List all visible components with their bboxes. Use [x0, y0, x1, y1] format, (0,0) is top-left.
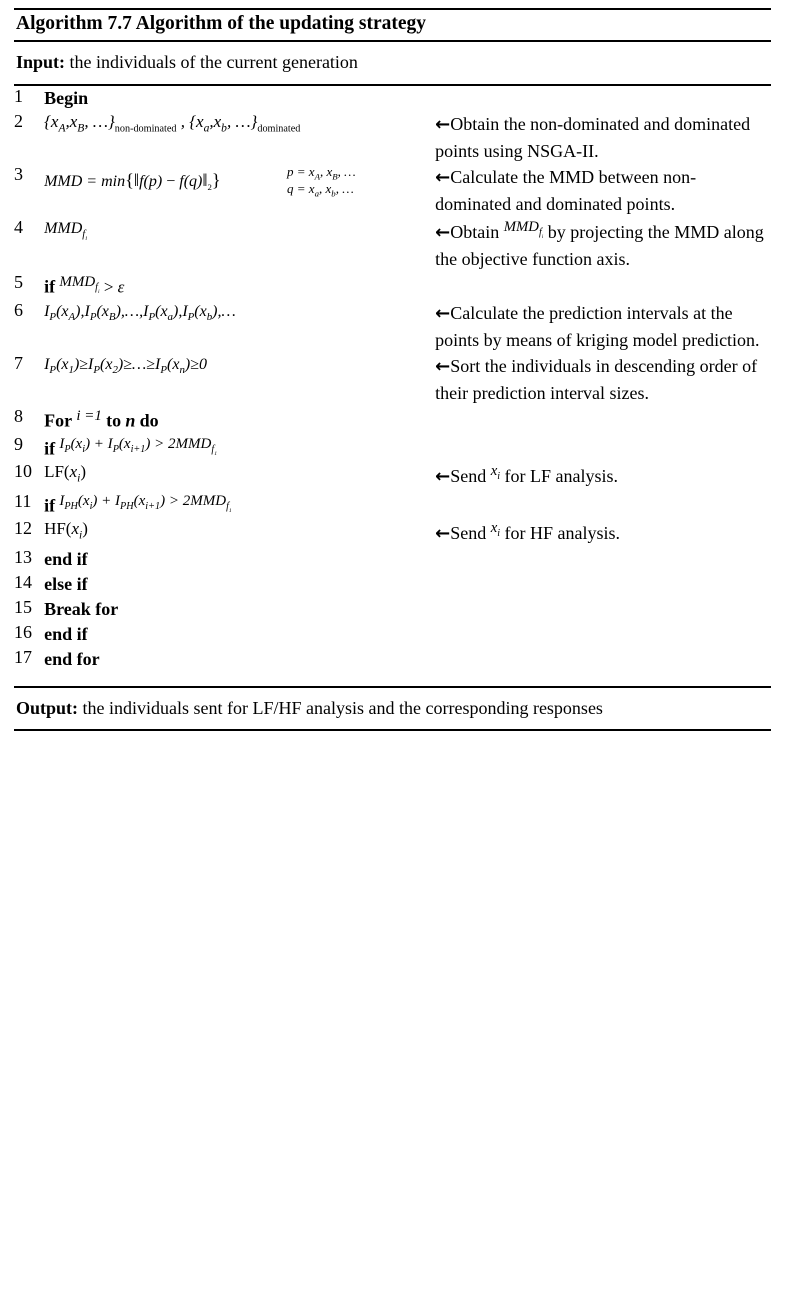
keyword-else-if: else if — [44, 574, 88, 595]
table-row — [14, 547, 771, 572]
algorithm-title: Algorithm 7.7 Algorithm of the updating strategy — [16, 13, 427, 34]
step-number: 13 — [14, 547, 32, 568]
formula-gt: > ε — [103, 277, 125, 297]
step-number: 9 — [14, 433, 23, 454]
output-label: Output: — [16, 697, 79, 718]
table-row — [14, 434, 771, 462]
output-row — [14, 688, 771, 729]
step-note — [435, 217, 771, 272]
formula-mmd: MMD = min{‖f(p) − $f(q)‖_2$} — [44, 170, 221, 193]
step-number: 11 — [14, 490, 32, 511]
note-text-b: for LF analysis. — [504, 466, 619, 487]
input-row — [14, 42, 771, 83]
keyword-break-for: Break for — [44, 599, 119, 620]
step-note — [435, 461, 771, 490]
keyword-end-for: end for — [44, 648, 100, 669]
formula-condition-9: $I_P(x_i) + I_P(x_{i+1}) > 2MMD_{f_1}$ — [59, 435, 217, 457]
step-code — [44, 272, 435, 300]
step-number: 15 — [14, 597, 32, 618]
table-row — [14, 300, 771, 353]
formula-hf-call: $HF(x_i)$ — [44, 519, 88, 542]
step-code — [44, 622, 435, 647]
note-text: Obtain the non-dominated and dominated points using NSGA-II. — [435, 113, 751, 161]
input-label: Input: — [16, 52, 66, 73]
step-code — [44, 217, 435, 272]
step-number: 1 — [14, 85, 23, 106]
bottom-rule — [14, 729, 771, 731]
table-row — [14, 272, 771, 300]
formula-mmd-fi: $MMD_{f_i}$ — [44, 220, 87, 243]
step-code — [44, 547, 435, 572]
step-note — [435, 164, 771, 217]
formula-condition-5: $MMD_{f_i}$ — [59, 274, 100, 296]
table-row — [14, 572, 771, 597]
step-note — [435, 547, 771, 572]
step-number: 7 — [14, 353, 23, 374]
step-number: 4 — [14, 217, 23, 238]
table-row — [14, 518, 771, 547]
formula-condition-11: $I_{PH}(x_i) + I_{PH}(x_{i+1}) > 2MMD_{f_1}$ — [59, 492, 232, 514]
step-note — [435, 86, 771, 111]
step-number: 2 — [14, 110, 23, 131]
table-row — [14, 622, 771, 647]
note-text-a: Send — [450, 523, 487, 544]
step-note — [435, 518, 771, 547]
arrow-icon: ← — [435, 166, 451, 188]
note-text: Sort the individuals in descending order of their prediction interval sizes. — [435, 356, 758, 404]
table-row — [14, 164, 771, 217]
step-note — [435, 111, 771, 164]
step-note — [435, 597, 771, 622]
step-number: 14 — [14, 572, 32, 593]
arrow-icon: ← — [435, 523, 451, 545]
inline-formula-mmd-fi: $MMD_{f_i}$ — [503, 219, 544, 241]
table-row — [14, 353, 771, 406]
keyword-if: if — [44, 276, 56, 297]
step-number: 16 — [14, 622, 32, 643]
table-row — [14, 461, 771, 490]
table-row — [14, 491, 771, 519]
step-number: 10 — [14, 461, 32, 482]
note-text-b: for HF analysis. — [504, 523, 621, 544]
keyword-begin: Begin — [44, 87, 89, 108]
step-note — [435, 406, 771, 434]
keyword-end-if: end if — [44, 624, 88, 645]
note-text-b: by projecting the MMD along the objective function axis. — [435, 222, 764, 270]
step-note — [435, 491, 771, 519]
loop-bound: n — [125, 410, 136, 431]
table-row — [14, 647, 771, 672]
step-note — [435, 572, 771, 597]
step-number: 12 — [14, 518, 32, 539]
formula-sets: {$x_A,x_B$, $\dots\}_{non-dominated}$ , {$x_a,x_b$, $\dots\}_{dominated}$ — [44, 111, 301, 135]
step-number: 5 — [14, 272, 23, 293]
table-row — [14, 406, 771, 434]
step-note — [435, 647, 771, 672]
arrow-icon: ← — [435, 222, 451, 244]
step-note — [435, 353, 771, 406]
step-code — [44, 434, 435, 462]
formula-mmd-conditions: $p = x_A$, $x_B$, … $q = x_a$, $x_b$, … — [287, 163, 356, 199]
formula-loop-init: i =1 — [76, 408, 102, 425]
arrow-icon: ← — [435, 302, 451, 324]
keyword-for: For — [44, 410, 73, 431]
algorithm-steps-table — [14, 86, 771, 672]
arrow-icon: ← — [435, 356, 451, 378]
note-text: Calculate the prediction intervals at the points by means of kriging model prediction. — [435, 302, 760, 350]
step-code — [44, 491, 435, 519]
arrow-icon: ← — [435, 466, 451, 488]
table-row — [14, 217, 771, 272]
step-code — [44, 572, 435, 597]
step-number: 3 — [14, 163, 23, 184]
table-row — [14, 597, 771, 622]
keyword-to: to — [106, 410, 122, 431]
step-note — [435, 434, 771, 462]
step-code — [44, 647, 435, 672]
step-code — [44, 406, 435, 434]
step-number: 6 — [14, 299, 23, 320]
table-row — [14, 111, 771, 164]
step-number: 17 — [14, 646, 32, 667]
step-code — [44, 518, 435, 547]
keyword-do: do — [139, 410, 159, 431]
inline-formula-xi: $x_i$ — [490, 463, 501, 483]
keyword-if: if — [44, 495, 56, 516]
arrow-icon: ← — [435, 113, 451, 135]
formula-intervals: $I_P(x_A),I_P(x_B),\dots,I_P(x_a),I_P(x_b),\dots$ — [44, 302, 236, 324]
step-note — [435, 622, 771, 647]
formula-lf-call: $LF(x_i)$ — [44, 462, 87, 485]
step-note — [435, 272, 771, 300]
step-code — [44, 597, 435, 622]
formula-sorted-intervals: $I_P(x_1)\ge I_P(x_2)\ge\dots\ge I_P(x_n)\ge 0$ — [44, 356, 207, 377]
step-code — [44, 111, 435, 164]
output-text: the individuals sent for LF/HF analysis and the corresponding responses — [82, 697, 603, 718]
note-text-a: Send — [450, 466, 487, 487]
step-note — [435, 300, 771, 353]
step-code — [44, 353, 435, 406]
input-text: the individuals of the current generation — [69, 52, 358, 73]
step-code — [44, 300, 435, 353]
note-text-a: Obtain — [450, 222, 500, 243]
step-code — [44, 164, 435, 217]
step-code — [44, 86, 435, 111]
keyword-end-if: end if — [44, 549, 88, 570]
step-code — [44, 461, 435, 490]
step-number: 8 — [14, 406, 23, 427]
table-row — [14, 86, 771, 111]
keyword-if: if — [44, 438, 56, 459]
inline-formula-xi: $x_i$ — [490, 520, 501, 540]
note-text: Calculate the MMD between non-dominated and dominated points. — [435, 166, 697, 214]
